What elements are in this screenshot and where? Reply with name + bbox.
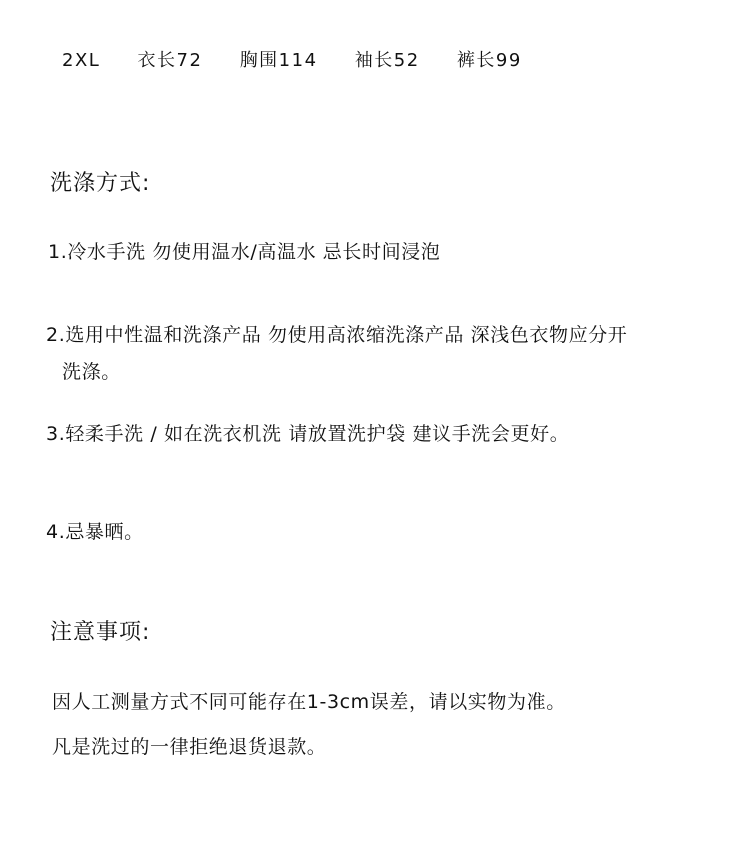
- length-measure: 衣长72: [137, 50, 203, 71]
- notes-item-1: 因人工测量方式不同可能存在1-3cm误差，请以实物为准。: [52, 691, 566, 713]
- size-row: [62, 48, 522, 74]
- washing-item-2-continued: 洗涤。: [62, 361, 121, 383]
- washing-item-3: 3.轻柔手洗 / 如在洗衣机洗 请放置洗护袋 建议手洗会更好。: [46, 423, 570, 445]
- notes-item-2: 凡是洗过的一律拒绝退货退款。: [52, 736, 327, 758]
- size-label: 2XL: [62, 50, 101, 71]
- washing-item-1: 1.冷水手洗 勿使用温水/高温水 忌长时间浸泡: [48, 241, 441, 263]
- notes-title: 注意事项:: [50, 620, 151, 645]
- sleeve-measure: 袖长52: [354, 50, 420, 71]
- washing-title: 洗涤方式:: [50, 171, 151, 196]
- chest-measure: 胸围114: [239, 50, 318, 71]
- washing-item-4: 4.忌暴晒。: [46, 521, 144, 543]
- washing-item-2: 2.选用中性温和洗涤产品 勿使用高浓缩洗涤产品 深浅色衣物应分开: [46, 324, 628, 346]
- pants-measure: 裤长99: [456, 50, 522, 71]
